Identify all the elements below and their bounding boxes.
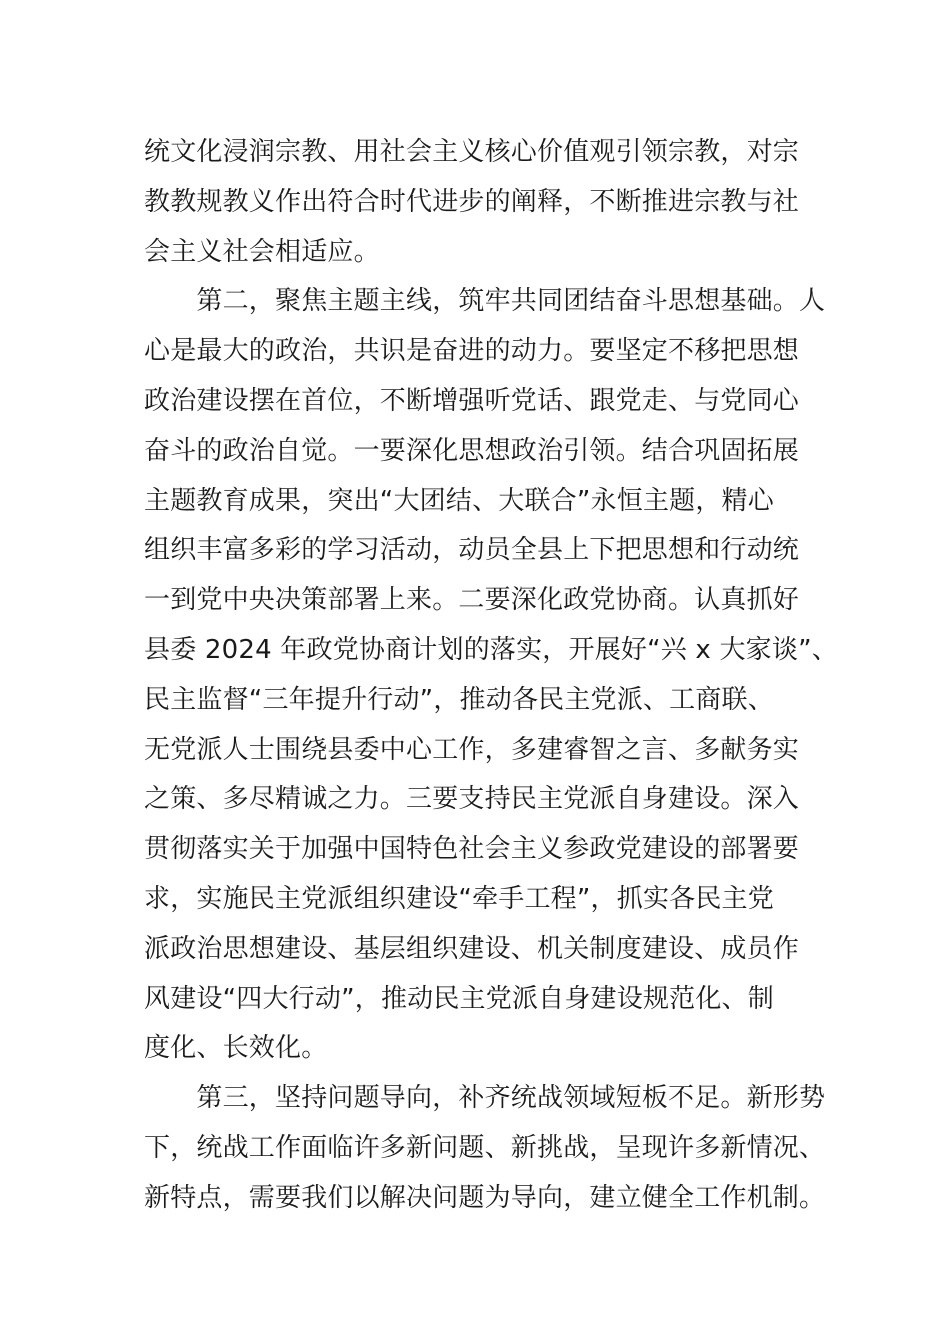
body-text: [144, 128, 838, 1224]
text-line: 下，统战工作面临许多新问题、新挑战，呈现许多新情况、: [144, 1132, 826, 1163]
text-line: 风建设“四大行动”，推动民主党派自身建设规范化、制: [144, 983, 774, 1014]
text-line: 县委 2024 年政党协商计划的落实，开展好“兴 x 大家谈”、: [144, 634, 838, 665]
text-line: 心是最大的政治，共识是奋进的动力。要坚定不移把思想: [144, 336, 800, 367]
text-line: 求，实施民主党派组织建设“牵手工程”，抓实各民主党: [144, 883, 774, 914]
text-line: 组织丰富多彩的学习活动，动员全县上下把思想和行动统: [144, 535, 800, 566]
paragraph-start-line: 第三，坚持问题导向，补齐统战领域短板不足。新形势: [144, 1083, 826, 1114]
text-line: 度化、长效化。: [144, 1033, 328, 1064]
text-line: 之策、多尽精诚之力。三要支持民主党派自身建设。深入: [144, 784, 800, 815]
text-line: 主题教育成果，突出“大团结、大联合”永恒主题，精心: [144, 485, 774, 516]
paragraph-start-line: 第二，聚焦主题主线，筑牢共同团结奋斗思想基础。人: [144, 286, 826, 317]
text-line: 民主监督“三年提升行动”，推动各民主党派、工商联、: [144, 684, 774, 715]
text-line: 会主义社会相适应。: [144, 236, 380, 267]
text-line: 教教规教义作出符合时代进步的阐释，不断推进宗教与社: [144, 186, 800, 217]
text-line: 派政治思想建设、基层组织建设、机关制度建设、成员作: [144, 933, 800, 964]
text-line: 贯彻落实关于加强中国特色社会主义参政党建设的部署要: [144, 834, 800, 865]
text-line: 无党派人士围绕县委中心工作，多建睿智之言、多献务实: [144, 734, 800, 765]
text-line: 政治建设摆在首位，不断增强听党话、跟党走、与党同心: [144, 385, 800, 416]
text-line: 新特点，需要我们以解决问题为导向，建立健全工作机制。: [144, 1182, 826, 1213]
text-line: 奋斗的政治自觉。一要深化思想政治引领。结合巩固拓展: [144, 435, 800, 466]
text-line: 一到党中央决策部署上来。二要深化政党协商。认真抓好: [144, 585, 800, 616]
text-line: 统文化浸润宗教、用社会主义核心价值观引领宗教，对宗: [144, 137, 800, 167]
